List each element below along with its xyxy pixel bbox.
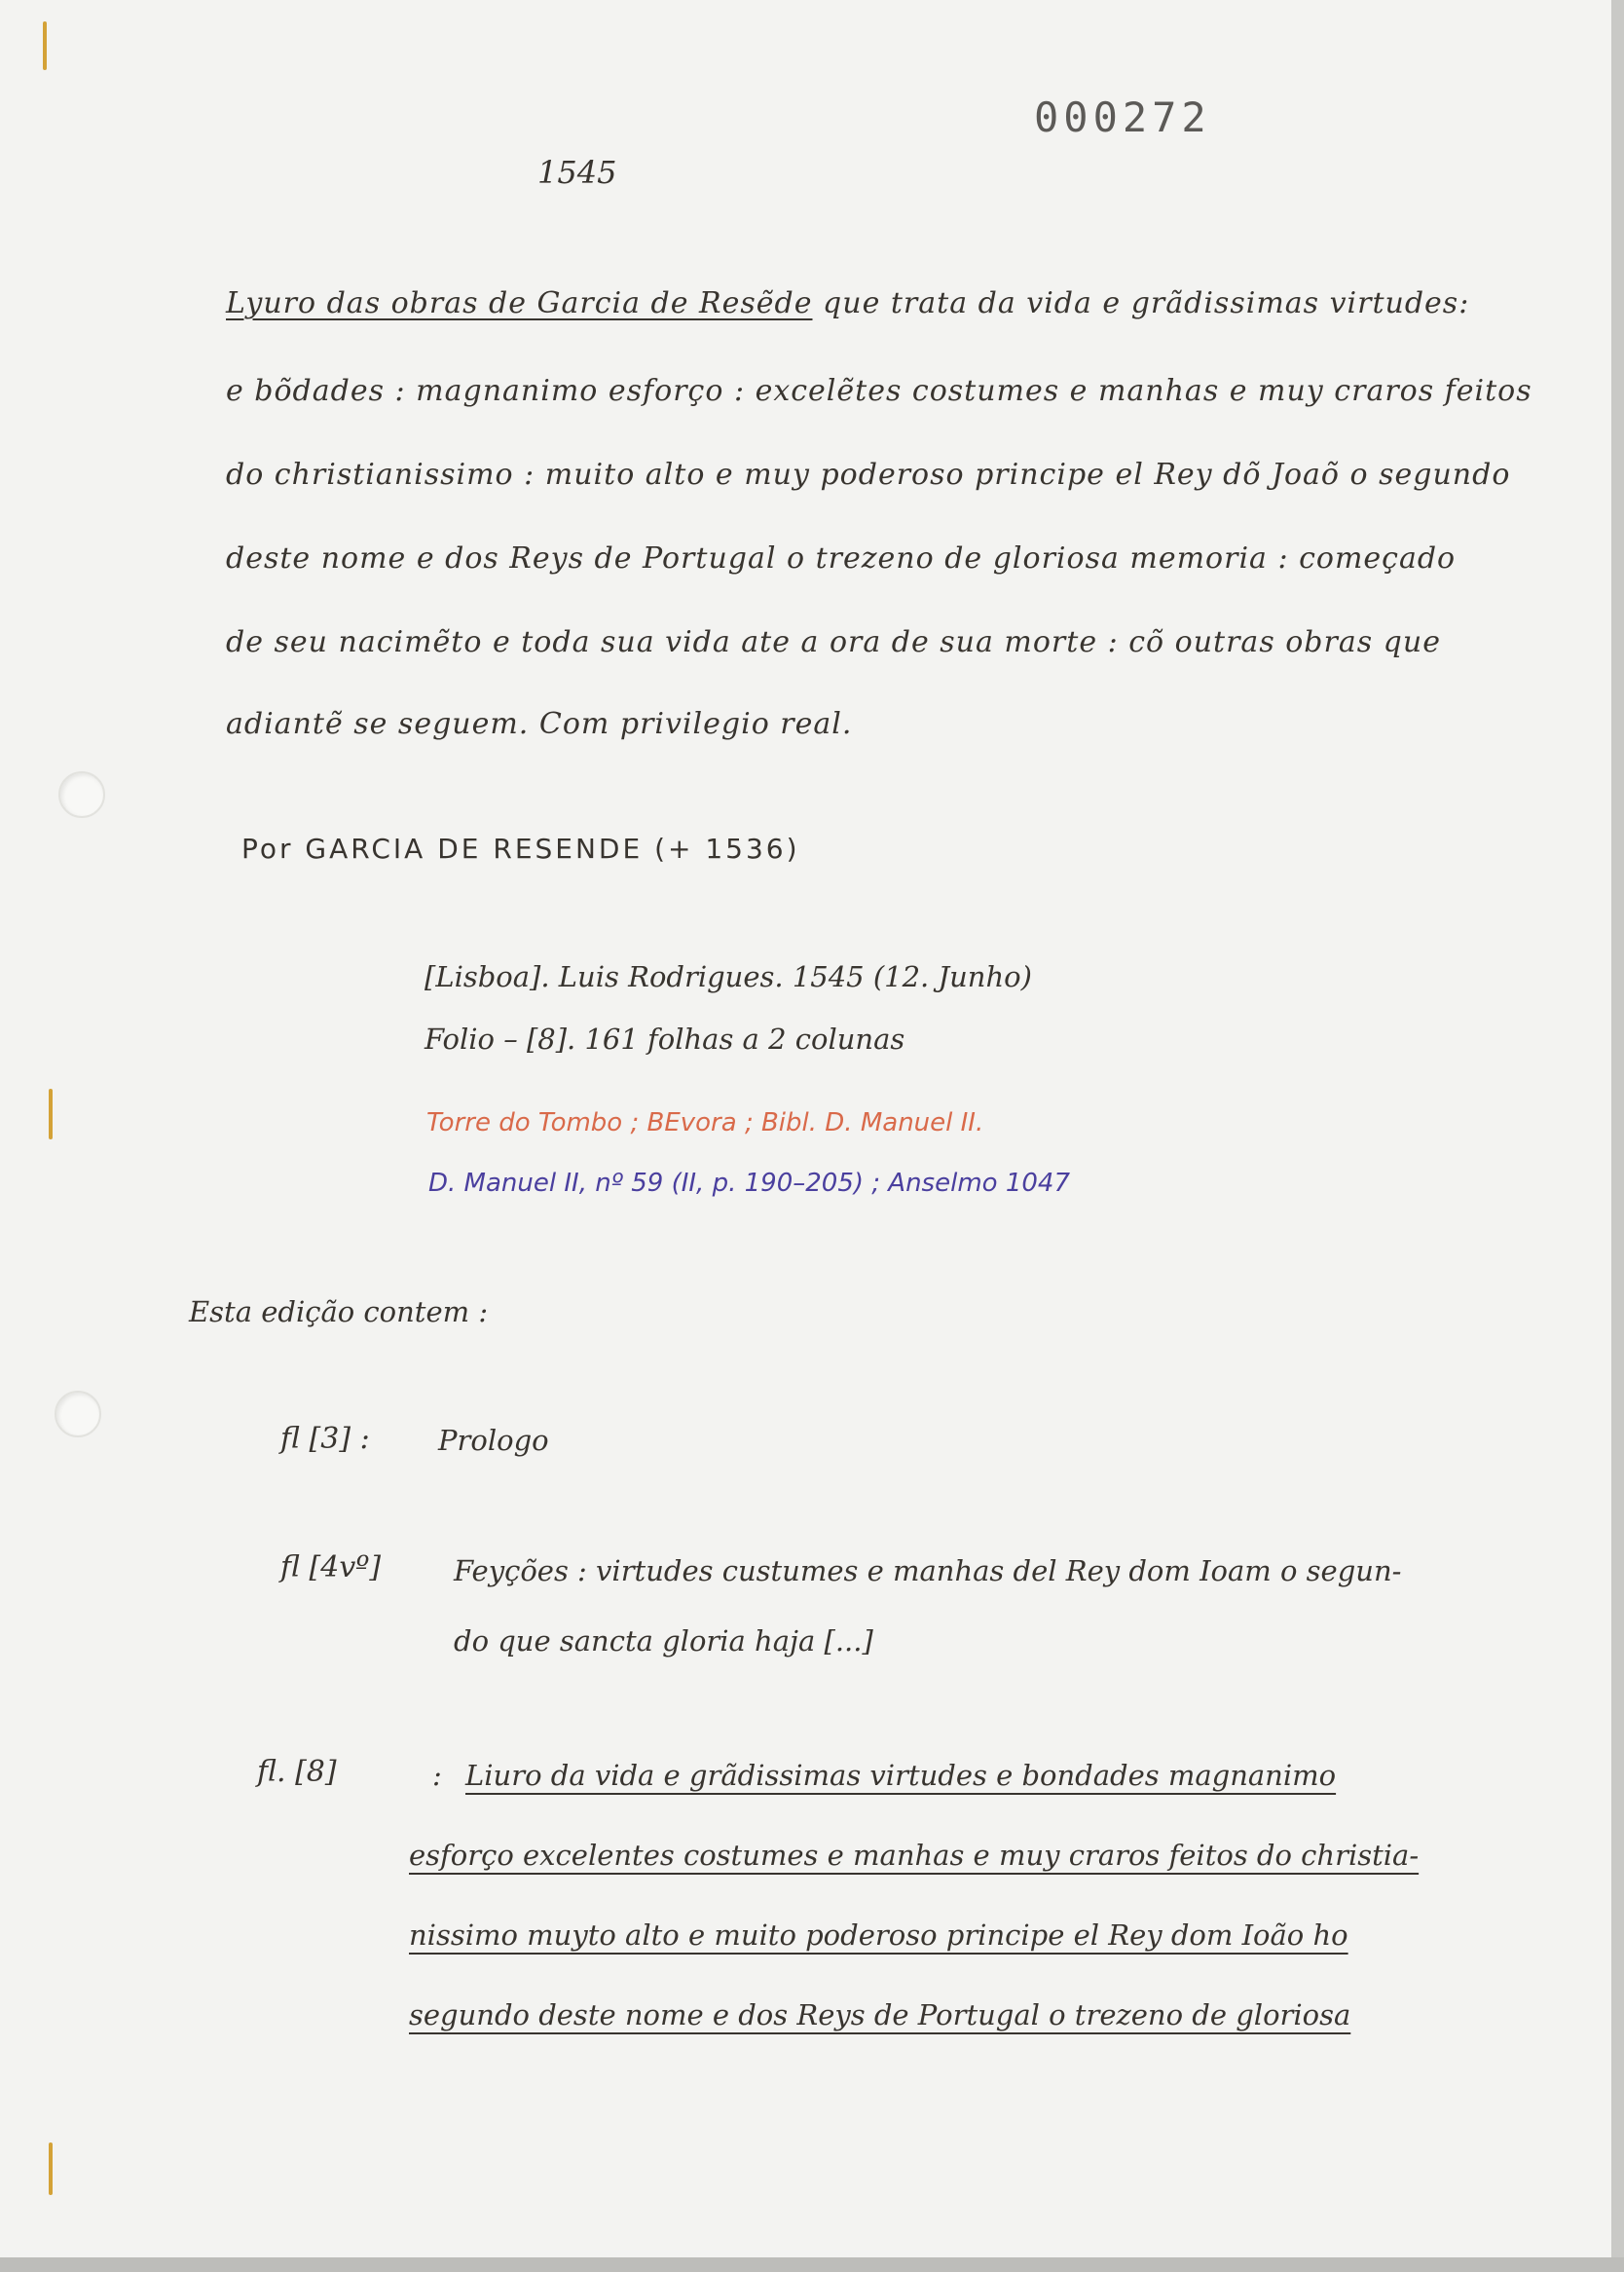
margin-mark-bottom	[49, 2142, 53, 2195]
title-line-5: de seu nacimẽto e toda sua vida ate a ora de sua morte : cõ outras obras que	[226, 625, 1441, 659]
entry-text-liuro-line-1: Liuro da vida e grãdissimas virtudes e bondades magnanimo	[465, 1759, 1337, 1792]
imprint-line-2: Folio – [8]. 161 folhas a 2 colunas	[424, 1023, 905, 1056]
entry-ref-feycoes: fl [4vº]	[280, 1550, 382, 1584]
imprint-line-1: [Lisboa]. Luis Rodrigues. 1545 (12. Junho)	[424, 960, 1032, 993]
archive-stamp-number: 000272	[1034, 93, 1211, 141]
entry-ref-prologo: fl [3] :	[280, 1422, 370, 1456]
title-line-2: e bõdades : magnanimo esforço : excelẽtes costumes e manhas e muy craros feitos	[226, 374, 1532, 408]
page-edge-bottom	[0, 2257, 1624, 2272]
entry-text-feycoes-line-1: Feyções : virtudes custumes e manhas del Rey dom Ioam o segun-	[454, 1554, 1402, 1587]
author-line: Por GARCIA DE RESENDE (+ 1536)	[241, 833, 800, 865]
entry-text-liuro-line-3: nissimo muyto alto e muito poderoso principe el Rey dom Ioão ho	[409, 1918, 1348, 1952]
title-line-3: do christianissimo : muito alto e muy poderoso principe el Rey dõ Joaõ o segundo	[226, 458, 1511, 492]
entry-ref-liuro: fl. [8]	[257, 1755, 337, 1789]
title-line-6: adiantẽ se seguem. Com privilegio real.	[226, 707, 853, 741]
entry-text-liuro-line-4: segundo deste nome e dos Reys de Portugal o trezeno de gloriosa	[409, 1998, 1351, 2031]
publication-year: 1545	[537, 154, 617, 191]
punch-hole-bottom	[55, 1391, 101, 1437]
entry-separator-liuro: :	[432, 1759, 442, 1792]
margin-mark-top	[43, 21, 47, 70]
punch-hole-top	[58, 771, 105, 818]
title-line-1-rest: que trata da vida e grãdissimas virtudes:	[823, 286, 1470, 320]
entry-text-liuro-line-2: esforço excelentes costumes e manhas e muy craros feitos do christia-	[409, 1839, 1420, 1872]
margin-mark-middle	[49, 1089, 53, 1139]
bibliographic-references: D. Manuel II, nº 59 (II, p. 190–205) ; Anselmo 1047	[428, 1169, 1070, 1198]
entry-text-prologo: Prologo	[438, 1424, 549, 1457]
contents-heading: Esta edição contem :	[189, 1295, 489, 1328]
title-line-1	[226, 286, 1469, 320]
holding-locations: Torre do Tombo ; BEvora ; Bibl. D. Manuel II.	[426, 1108, 984, 1137]
page-edge-right	[1611, 0, 1624, 2272]
title-underlined: Lyuro das obras de Garcia de Resẽde	[226, 286, 813, 320]
title-line-4: deste nome e dos Reys de Portugal o trezeno de gloriosa memoria : começado	[226, 541, 1457, 576]
entry-text-feycoes-line-2: do que sancta gloria haja [...]	[454, 1624, 873, 1657]
